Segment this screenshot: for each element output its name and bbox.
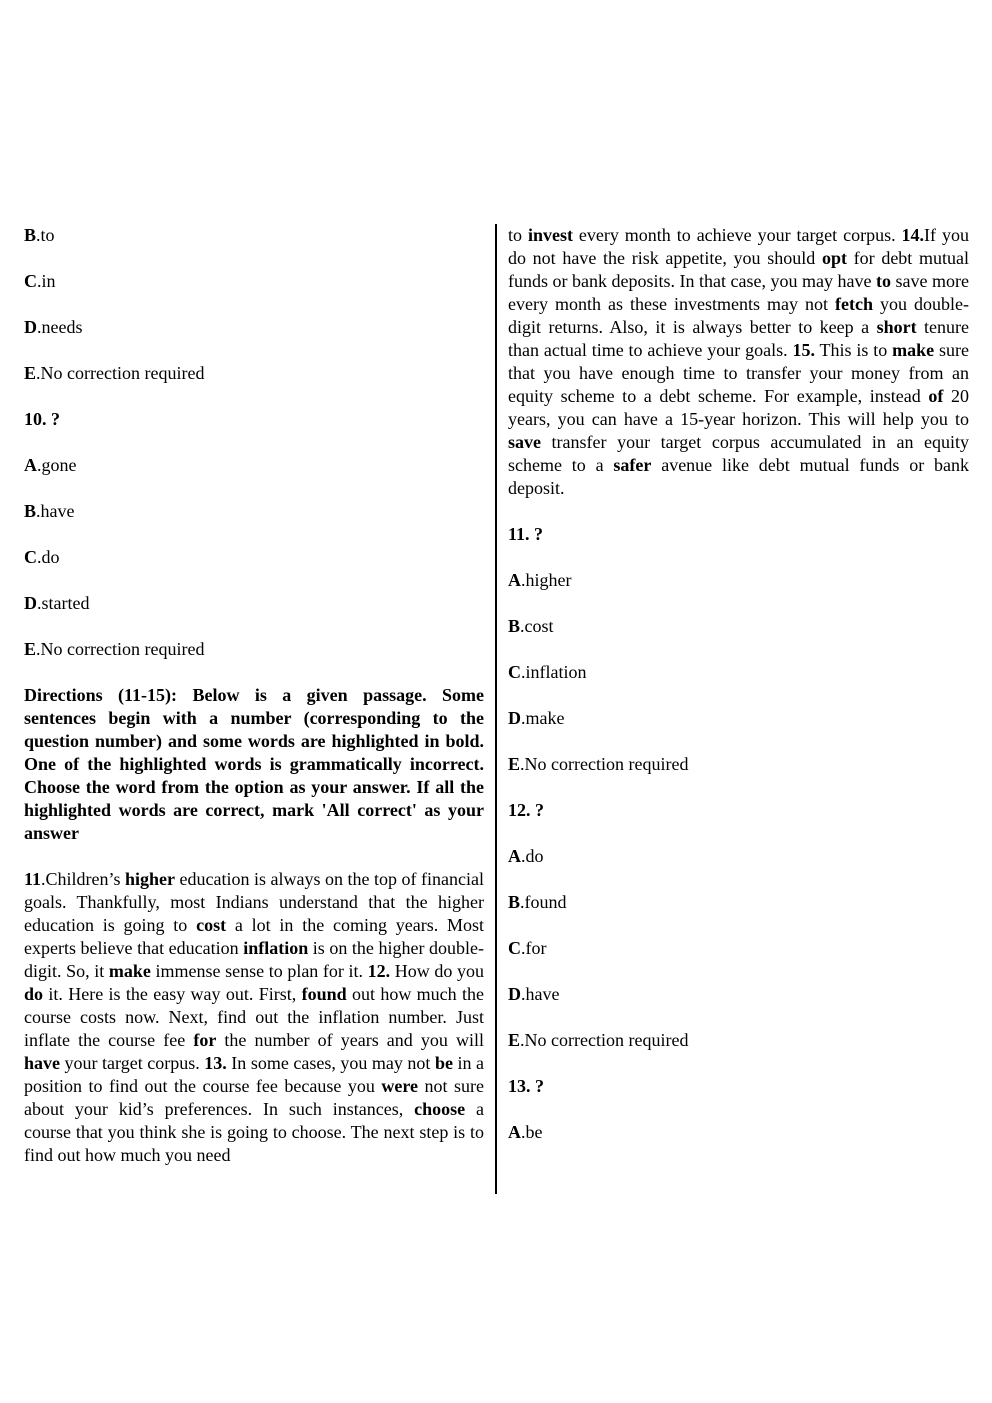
passage2-highlight: opt	[821, 248, 847, 268]
q11-option-c: C.inflation	[508, 662, 587, 682]
q12-option-e: E.No correction required	[508, 1030, 689, 1050]
passage2-highlight: 15.	[792, 340, 815, 360]
q11-option-e: E.No correction required	[508, 754, 689, 774]
passage1-highlight: have	[24, 1053, 60, 1073]
passage2-highlight: short	[876, 317, 917, 337]
passage1-highlight: higher	[125, 869, 176, 889]
passage1-text: is on the higher double-digit. So, it	[24, 938, 484, 981]
passage1-highlight: be	[434, 1053, 453, 1073]
passage2-text: every month to achieve your target corpus.	[572, 225, 902, 245]
passage2-highlight: of	[928, 386, 944, 406]
q12-option-a: A.do	[508, 846, 544, 866]
q9-option-c: C.in	[24, 271, 56, 291]
passage2-text: transfer your target corpus accumulated in an equity scheme to a	[508, 432, 969, 475]
q12-label: 12. ?	[508, 800, 544, 820]
passage2-highlight: invest	[527, 225, 573, 245]
passage1-text: education is always on the top of financial goals. Thankfully, most Indians understand that the higher education is going to	[24, 869, 484, 935]
passage1-highlight: inflation	[243, 938, 309, 958]
passage1-text: immense sense to plan for it.	[150, 961, 368, 981]
q13-option-a: A.be	[508, 1122, 543, 1142]
q13-label: 13. ?	[508, 1076, 544, 1096]
passage1-text: your target corpus.	[60, 1053, 205, 1073]
q10-option-c: C.do	[24, 547, 60, 567]
right-column	[508, 224, 969, 1167]
q10-label: 10. ?	[24, 409, 60, 429]
passage2-highlight: make	[892, 340, 935, 360]
passage2-highlight: safer	[613, 455, 652, 475]
q12-option-d: D.have	[508, 984, 560, 1004]
passage1-text: it. Here is the easy way out. First,	[43, 984, 302, 1004]
passage1-highlight: choose	[414, 1099, 466, 1119]
passage1-text: a course that you think she is going to choose. The next step is to find out how much you need	[24, 1099, 484, 1165]
passage1-text: How do you	[390, 961, 485, 981]
passage2-text: tenure than actual time to achieve your goals.	[508, 317, 969, 360]
passage1-text: not sure about your kid’s preferences. In such instances,	[24, 1076, 484, 1119]
passage2-text: save more every month as these investments may not	[508, 271, 970, 314]
q11-option-a: A.higher	[508, 570, 572, 590]
passage2-text: to	[508, 225, 528, 245]
q11-option-b: B.cost	[508, 616, 554, 636]
q10-option-e: E.No correction required	[24, 639, 205, 659]
passage2-text: If you do not have the risk appetite, you should	[508, 225, 969, 268]
passage2-highlight: save	[508, 432, 541, 452]
q9-option-b: B.to	[24, 225, 55, 245]
passage1-highlight: make	[108, 961, 151, 981]
passage2-text: This is to	[814, 340, 893, 360]
directions-text: Directions (11-15): Below is a given passage. Some sentences begin with a number (corresponding to the question number) and some words are highlighted in bold. One of the highlighted words is grammatically incorrect. Choose the word from the option as your answer. If all the highlighted words are correct, mark 'All correct' as your answer	[24, 685, 484, 843]
passage2-text: avenue like debt mutual funds or bank deposit.	[508, 455, 969, 498]
passage1-text: In some cases, you may not	[226, 1053, 435, 1073]
left-column	[24, 224, 484, 1190]
passage1-text: in a position to find out the course fee because you	[24, 1053, 484, 1096]
passage1-text: the number of years and you will	[216, 1030, 485, 1050]
q12-option-c: C.for	[508, 938, 547, 958]
q10-option-b: B.have	[24, 501, 75, 521]
passage1-text: a lot in the coming years. Most experts believe that education	[24, 915, 484, 958]
passage2-text: you double-digit returns. Also, it is always better to keep a	[508, 294, 970, 337]
passage1-highlight: were	[381, 1076, 418, 1096]
q12-option-b: B.found	[508, 892, 567, 912]
passage-part-2	[508, 224, 969, 500]
q11-option-d: D.make	[508, 708, 565, 728]
q9-option-d: D.needs	[24, 317, 83, 337]
passage1-highlight: for	[193, 1030, 217, 1050]
passage2-text: sure that you have enough time to transfer your money from an equity scheme to a debt scheme. For example, instead	[508, 340, 969, 406]
passage1-highlight: 11	[24, 869, 42, 889]
passage-part-1	[24, 868, 484, 1167]
passage1-text: .Children’s	[41, 869, 126, 889]
column-divider	[495, 224, 497, 1194]
passage1-highlight: 12.	[367, 961, 391, 981]
passage1-highlight: do	[24, 984, 44, 1004]
passage1-text: out how much the course costs now. Next, find out the inflation number. Just inflate the course fee	[24, 984, 484, 1050]
passage1-highlight: 13.	[204, 1053, 227, 1073]
q10-option-d: D.started	[24, 593, 90, 613]
passage2-highlight: to	[876, 271, 892, 291]
passage1-highlight: found	[301, 984, 347, 1004]
passage2-highlight: fetch	[835, 294, 873, 314]
passage2-text: 20 years, you can have a 15-year horizon. This will help you to	[508, 386, 970, 429]
passage1-highlight: cost	[196, 915, 227, 935]
q11-label: 11. ?	[508, 524, 544, 544]
passage2-text: for debt mutual funds or bank deposits. In that case, you may have	[508, 248, 969, 291]
passage2-highlight: 14.	[901, 225, 925, 245]
q9-option-e: E.No correction required	[24, 363, 205, 383]
q10-option-a: A.gone	[24, 455, 77, 475]
